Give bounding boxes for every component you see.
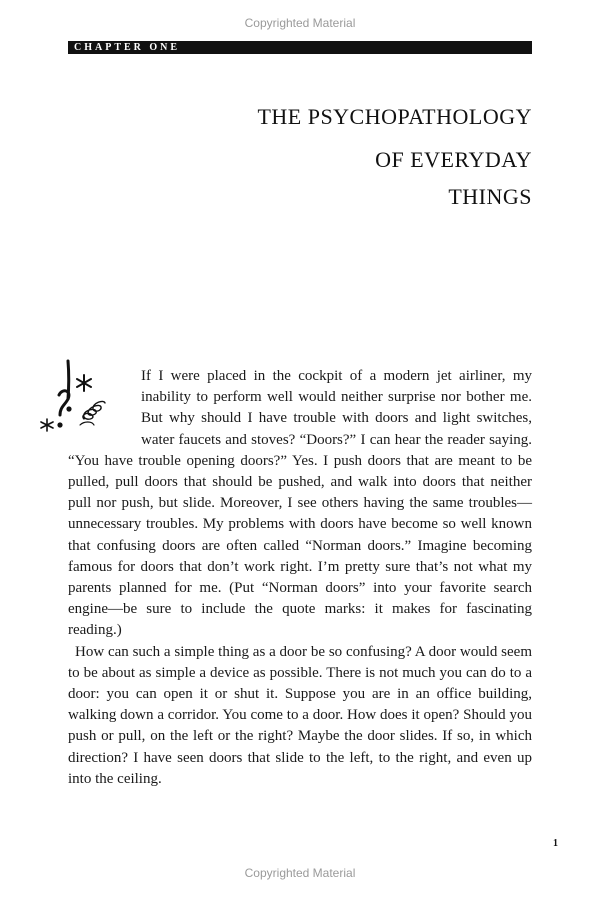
body-paragraph-1: If I were placed in the cockpit of a modern jet airliner, my inability to perform well would neither surprise nor bother me. But why should I have trouble with doors and light switches, water faucets and stoves? “Doors?” I can hear the reader saying. “You have trouble opening doors?” Yes. I push doors that are meant to be pulled, pull doors that should be pushed, and walk into doors that neither pull nor push, but slide. Moreover, I see others having the same troubles—unnecessary troubles. My problems with doors have become so well known that confusing doors are often called “Norman doors.” Imagine becoming famous for doors that don’t work right. I’m pretty sure that’s not what my parents planned for me. (Put “Norman doors” into your favorite search engine—be sure to include the quote marks: it makes for fascinating reading.) xyxy=(68,368,532,639)
body-paragraph-2: How can such a simple thing as a door be so confusing? A door would seem to be about as simple a device as possible. There is not much you can do to a door: you can open it or shut it. Suppose you are in an office building, walking down a corridor. You come to a door. How does it open? Should you push or pull, on the left or the right? Maybe the door slides. If so, in which direction? I have seen doors that slide to the left, to the right, and even up into the ceiling. xyxy=(68,643,532,787)
chapter-title-line-1: THE PSYCHOPATHOLOGY xyxy=(257,104,532,129)
chapter-body xyxy=(68,366,532,790)
chapter-title-line-3: THINGS xyxy=(448,184,532,209)
copyright-watermark-bottom: Copyrighted Material xyxy=(244,866,356,880)
chapter-header-bar xyxy=(68,41,532,54)
ornament-space xyxy=(68,366,141,450)
chapter-title-line-2: OF EVERYDAY xyxy=(375,147,532,172)
chapter-label: CHAPTER ONE xyxy=(74,42,181,53)
copyright-watermark-top: Copyrighted Material xyxy=(244,16,356,30)
page-number: 1 xyxy=(553,838,558,849)
